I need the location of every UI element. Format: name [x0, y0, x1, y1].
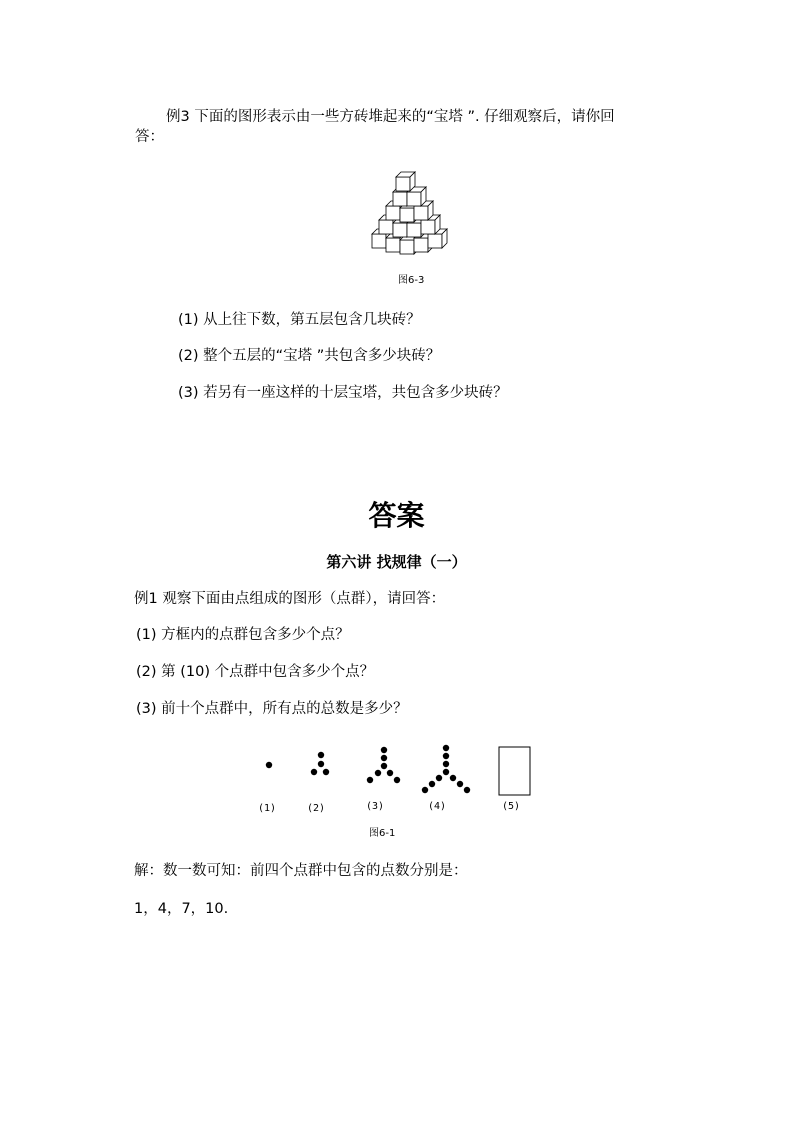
example1-intro: 例1 观察下面由点组成的图形（点群），请回答：: [134, 591, 446, 607]
dot-group-label-3: (3): [366, 801, 385, 812]
solution-line: 解：数一数可知：前四个点群中包含的点数分别是：: [134, 863, 468, 879]
example3-intro-line1: 例3 下面的图形表示由一些方砖堆起来的“宝塔 ”. 仔细观察后，请你回: [166, 109, 615, 125]
dot-group-4: [422, 745, 470, 793]
dot-group-5-box: [499, 747, 530, 795]
dot-group-2: [311, 752, 329, 775]
example3-intro-line2: 答：: [135, 129, 164, 145]
figure-caption-6-3: 图6-3: [398, 275, 425, 286]
dot-group-label-4: (4): [428, 801, 447, 812]
example1-question-3: (3) 前十个点群中，所有点的总数是多少？: [136, 701, 408, 717]
figure-caption-6-1: 图6-1: [369, 828, 396, 839]
example3-question-1: (1) 从上往下数，第五层包含几块砖？: [178, 312, 421, 328]
example1-question-2: (2) 第 (10) 个点群中包含多少个点？: [136, 664, 375, 680]
answer-heading: 答案: [368, 499, 425, 532]
dot-group-label-5: (5): [502, 801, 521, 812]
dot-groups-figure: [250, 740, 550, 810]
dot-group-3: [367, 747, 400, 783]
lecture-title: 第六讲 找规律（一）: [326, 553, 467, 571]
example3-question-3: (3) 若另有一座这样的十层宝塔，共包含多少块砖？: [178, 385, 508, 401]
cube-layer-top: [396, 172, 415, 191]
example3-question-2: (2) 整个五层的“宝塔 ”共包含多少块砖？: [178, 348, 441, 364]
dot-group-1: [266, 762, 272, 768]
cube-stack: [372, 172, 447, 254]
sequence-line: 1，4，7，10.: [134, 901, 229, 917]
pagoda-cube-figure: [366, 168, 456, 268]
example1-question-1: (1) 方框内的点群包含多少个点？: [136, 627, 350, 643]
dot-group-label-2: (2): [307, 803, 326, 814]
dot-group-label-1: (1): [258, 803, 277, 814]
